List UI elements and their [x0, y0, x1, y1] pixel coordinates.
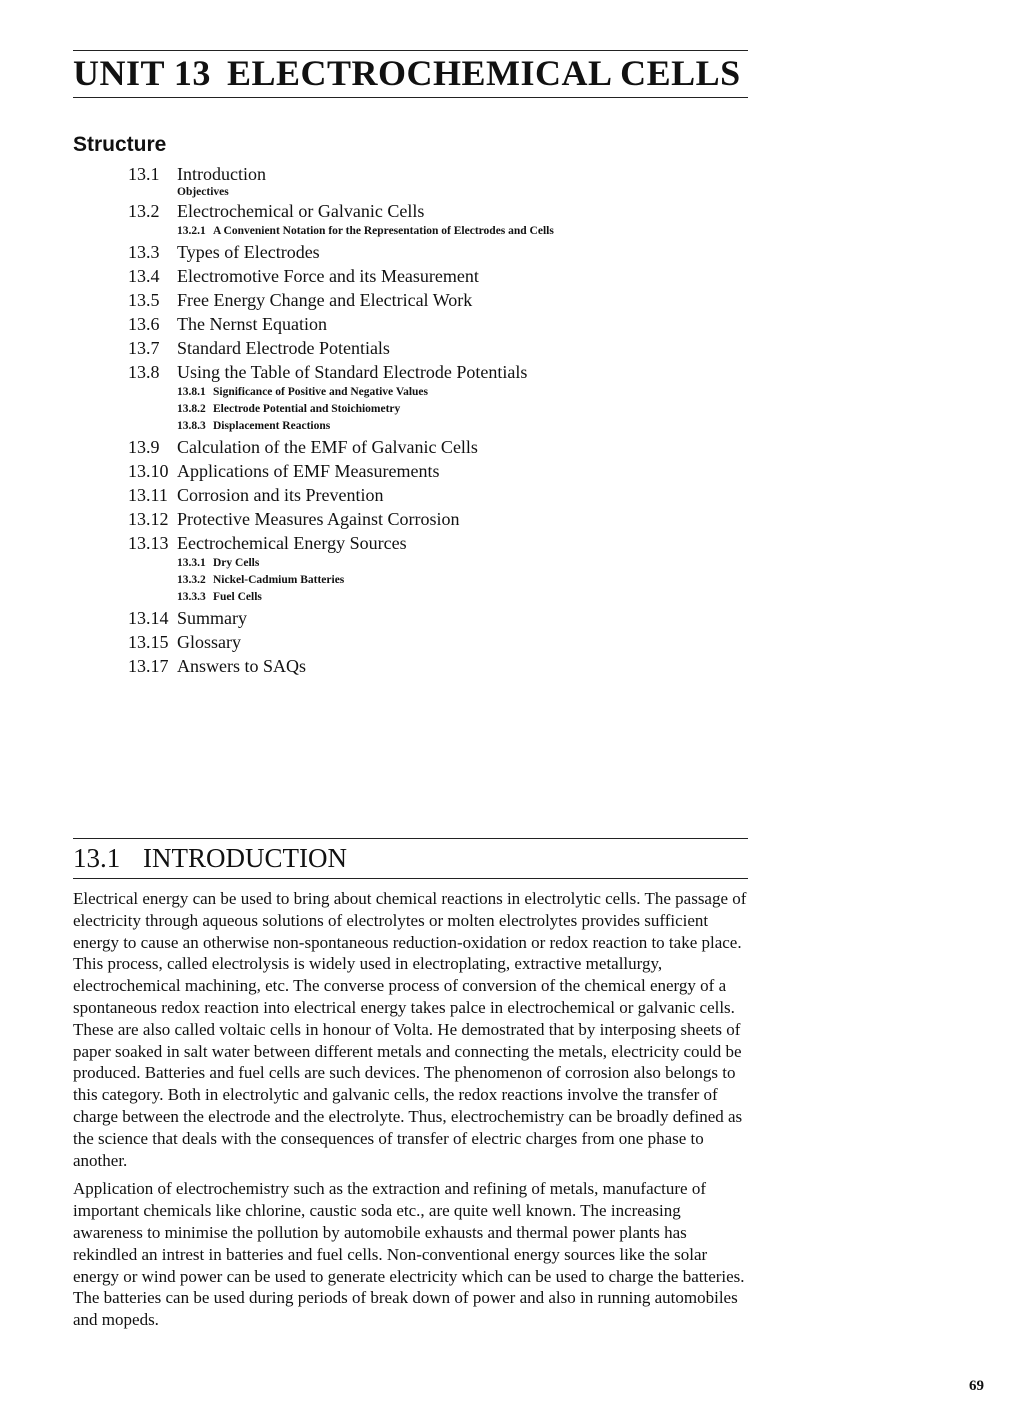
toc-subitem	[177, 555, 768, 572]
toc-item	[128, 288, 768, 312]
unit-number: UNIT 13	[73, 53, 211, 93]
structure-list	[128, 162, 768, 678]
paragraph: Electrical energy can be used to bring about chemical reactions in electrolytic cells. The passage of electricity through aqueous solutions of electrolytes or molten electrolytes provides sufficient energy to cause an otherwise non-spontaneous reduction-oxidation or redox reaction to take place. This process, called electrolysis is widely used in electroplating, extractive metallurgy, electrochemical machining, etc. The converse process of conversion of the chemical energy of a spontaneous redox reaction into electrical energy takes palce in electrochemical or galvanic cells. These are also called voltaic cells in honour of Volta. He demostrated that by interposing sheets of paper soaked in salt water between different metals and connecting the metals, electricity could be produced. Batteries and fuel cells are such devices. The phenomenon of corrosion also belongs to this category. Both in electrolytic and galvanic cells, the redox reactions involve the transfer of charge between the electrode and the electrolyte. Thus, electrochemistry can be broadly defined as the science that deals with the consequences of transfer of electric charges from one phase to another.	[73, 889, 747, 1170]
toc-line	[128, 264, 768, 288]
toc-subitem-number: 13.3.1	[177, 557, 206, 569]
toc-subitem	[177, 401, 768, 418]
toc-number: 13.15	[128, 632, 169, 652]
toc-line	[128, 336, 768, 360]
toc-label: Electromotive Force and its Measurement	[177, 266, 479, 286]
toc-label: Eectrochemical Energy Sources	[177, 533, 407, 553]
toc-item	[128, 312, 768, 336]
toc-number: 13.8	[128, 362, 160, 382]
toc-subitem-label: Nickel-Cadmium Batteries	[213, 574, 345, 586]
page-number: 69	[969, 1378, 984, 1394]
toc-item	[128, 507, 768, 531]
unit-name: ELECTROCHEMICAL CELLS	[227, 53, 741, 93]
toc-note: Objectives	[177, 186, 229, 198]
toc-subitem-number: 13.8.1	[177, 386, 206, 398]
toc-sublist	[128, 223, 768, 240]
toc-item	[128, 162, 768, 199]
toc-label: The Nernst Equation	[177, 314, 327, 334]
unit-title	[73, 53, 748, 93]
toc-subitem-label: Displacement Reactions	[213, 420, 331, 432]
toc-number: 13.9	[128, 437, 160, 457]
toc-label: Types of Electrodes	[177, 242, 320, 262]
toc-subitem	[177, 572, 768, 589]
toc-number: 13.1	[128, 164, 160, 184]
header-top-rule	[73, 50, 748, 51]
toc-line	[128, 630, 768, 654]
toc-label: Answers to SAQs	[177, 656, 307, 676]
toc-item	[128, 531, 768, 606]
toc-item	[128, 264, 768, 288]
toc-number: 13.10	[128, 461, 169, 481]
toc-subitem-number: 13.3.2	[177, 574, 206, 586]
toc-subitem	[177, 223, 768, 240]
structure-heading: Structure	[73, 133, 167, 156]
toc-subitem-number: 13.2.1	[177, 225, 206, 237]
toc-label: Applications of EMF Measurements	[177, 461, 440, 481]
toc-number: 13.14	[128, 608, 169, 628]
toc-subitem-number: 13.8.3	[177, 420, 206, 432]
toc-label: Free Energy Change and Electrical Work	[177, 290, 473, 310]
unit-header	[73, 50, 748, 98]
toc-number: 13.17	[128, 656, 169, 676]
toc-item	[128, 606, 768, 630]
section-title	[73, 842, 748, 874]
toc-number: 13.7	[128, 338, 160, 358]
toc-number: 13.3	[128, 242, 160, 262]
paragraph: Application of electrochemistry such as the extraction and refining of metals, manufacture of important chemicals like chlorine, caustic soda etc., are quite well known. The increasing awareness to minimise the pollution by automobile exhausts and thermal power plants has rekindled an intrest in batteries and fuel cells. Non-conventional energy sources like the solar energy or wind power can be used to generate electricity which can be used to charge the batteries. The batteries can be used during periods of break down of power and also in running automobiles and mopeds.	[73, 1179, 745, 1330]
section-header	[73, 838, 748, 879]
toc-subitem	[177, 589, 768, 606]
section-name: INTRODUCTION	[143, 843, 347, 873]
toc-number: 13.5	[128, 290, 160, 310]
toc-item	[128, 630, 768, 654]
toc-line	[128, 654, 768, 678]
toc-label: Corrosion and its Prevention	[177, 485, 384, 505]
toc-subitem-label: Fuel Cells	[213, 591, 262, 603]
toc-item	[128, 654, 768, 678]
toc-item	[128, 435, 768, 459]
toc-label: Protective Measures Against Corrosion	[177, 509, 460, 529]
toc-number: 13.2	[128, 201, 160, 221]
section-body	[73, 888, 753, 1338]
toc-item	[128, 459, 768, 483]
toc-line	[128, 483, 768, 507]
toc-line	[128, 360, 768, 384]
toc-subitem-number: 13.3.3	[177, 591, 206, 603]
toc-line	[128, 531, 768, 555]
header-bottom-rule	[73, 97, 748, 98]
section-top-rule	[73, 838, 748, 839]
toc-line	[128, 435, 768, 459]
toc-number: 13.11	[128, 485, 168, 505]
toc-line	[128, 312, 768, 336]
toc-subitem	[177, 418, 768, 435]
toc-label: Glossary	[177, 632, 241, 652]
toc-label: Electrochemical or Galvanic Cells	[177, 201, 425, 221]
toc-subitem-number: 13.8.2	[177, 403, 206, 415]
toc-label: Summary	[177, 608, 247, 628]
toc-subitem-label: A Convenient Notation for the Representation of Electrodes and Cells	[213, 225, 554, 237]
toc-line	[128, 606, 768, 630]
toc-label: Introduction	[177, 164, 266, 184]
toc-sublist	[128, 384, 768, 435]
toc-line	[128, 240, 768, 264]
toc-label: Standard Electrode Potentials	[177, 338, 390, 358]
section-bottom-rule	[73, 878, 748, 879]
toc-subitem-label: Significance of Positive and Negative Values	[213, 386, 428, 398]
section-number: 13.1	[73, 843, 121, 873]
toc-line	[128, 162, 768, 186]
toc-label: Using the Table of Standard Electrode Potentials	[177, 362, 528, 382]
toc-line	[128, 507, 768, 531]
toc-item	[128, 360, 768, 435]
toc-number: 13.12	[128, 509, 169, 529]
toc-line	[128, 288, 768, 312]
toc-line	[128, 199, 768, 223]
toc-subitem-label: Dry Cells	[213, 557, 260, 569]
toc-number: 13.6	[128, 314, 160, 334]
toc-number: 13.4	[128, 266, 160, 286]
toc-item	[128, 240, 768, 264]
toc-label: Calculation of the EMF of Galvanic Cells	[177, 437, 478, 457]
toc-sublist	[128, 555, 768, 606]
toc-item	[128, 483, 768, 507]
toc-number: 13.13	[128, 533, 169, 553]
toc-subitem-label: Electrode Potential and Stoichiometry	[213, 403, 401, 415]
toc-line	[128, 459, 768, 483]
toc-item	[128, 199, 768, 240]
toc-item	[128, 336, 768, 360]
toc-subitem	[177, 384, 768, 401]
